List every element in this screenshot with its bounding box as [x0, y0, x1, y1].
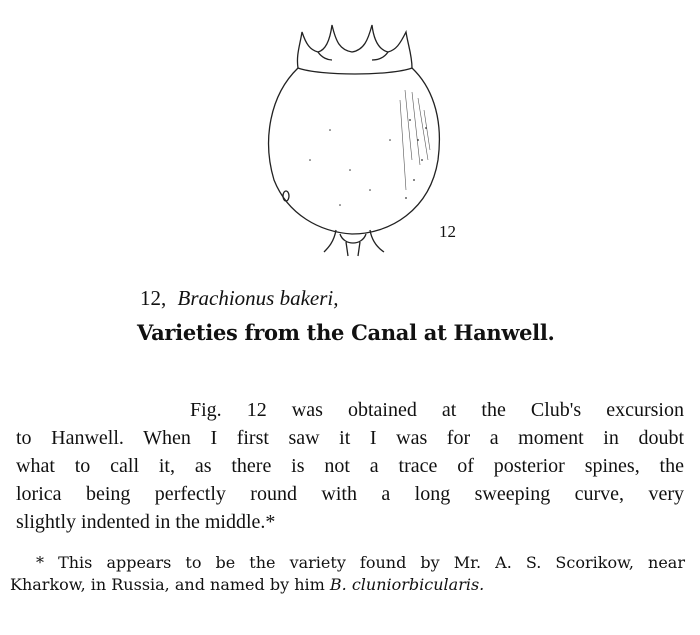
footnote-line: * This appears to be the variety found by Mr. A. S. Scorikow, near [36, 553, 685, 572]
caption-species: Brachionus bakeri, [177, 286, 339, 310]
caption-number: 12, [140, 286, 167, 310]
figure-number-label: 12 [439, 222, 456, 241]
footnote-line [10, 574, 690, 596]
body-line: lorica being perfectly round with a long sweeping curve, very [16, 483, 684, 505]
footnote-species: B. cluniorbicularis. [329, 575, 485, 594]
figure-caption [140, 286, 338, 311]
caption-subtitle: Varieties from the Canal at Hanwell. [137, 320, 555, 345]
body-line: slightly indented in the middle.* [16, 511, 276, 533]
body-line: what to call it, as there is not a trace of posterior spines, the [16, 455, 684, 477]
brachionus-illustration [240, 20, 470, 265]
footnote [10, 552, 690, 596]
body-paragraph [16, 396, 700, 536]
body-line: to Hanwell. When I first saw it I was for a moment in doubt [16, 427, 684, 449]
footnote-text: Kharkow, in Russia, and named by him [10, 575, 325, 594]
body-line: Fig. 12 was obtained at the Club's excursion [190, 399, 684, 421]
